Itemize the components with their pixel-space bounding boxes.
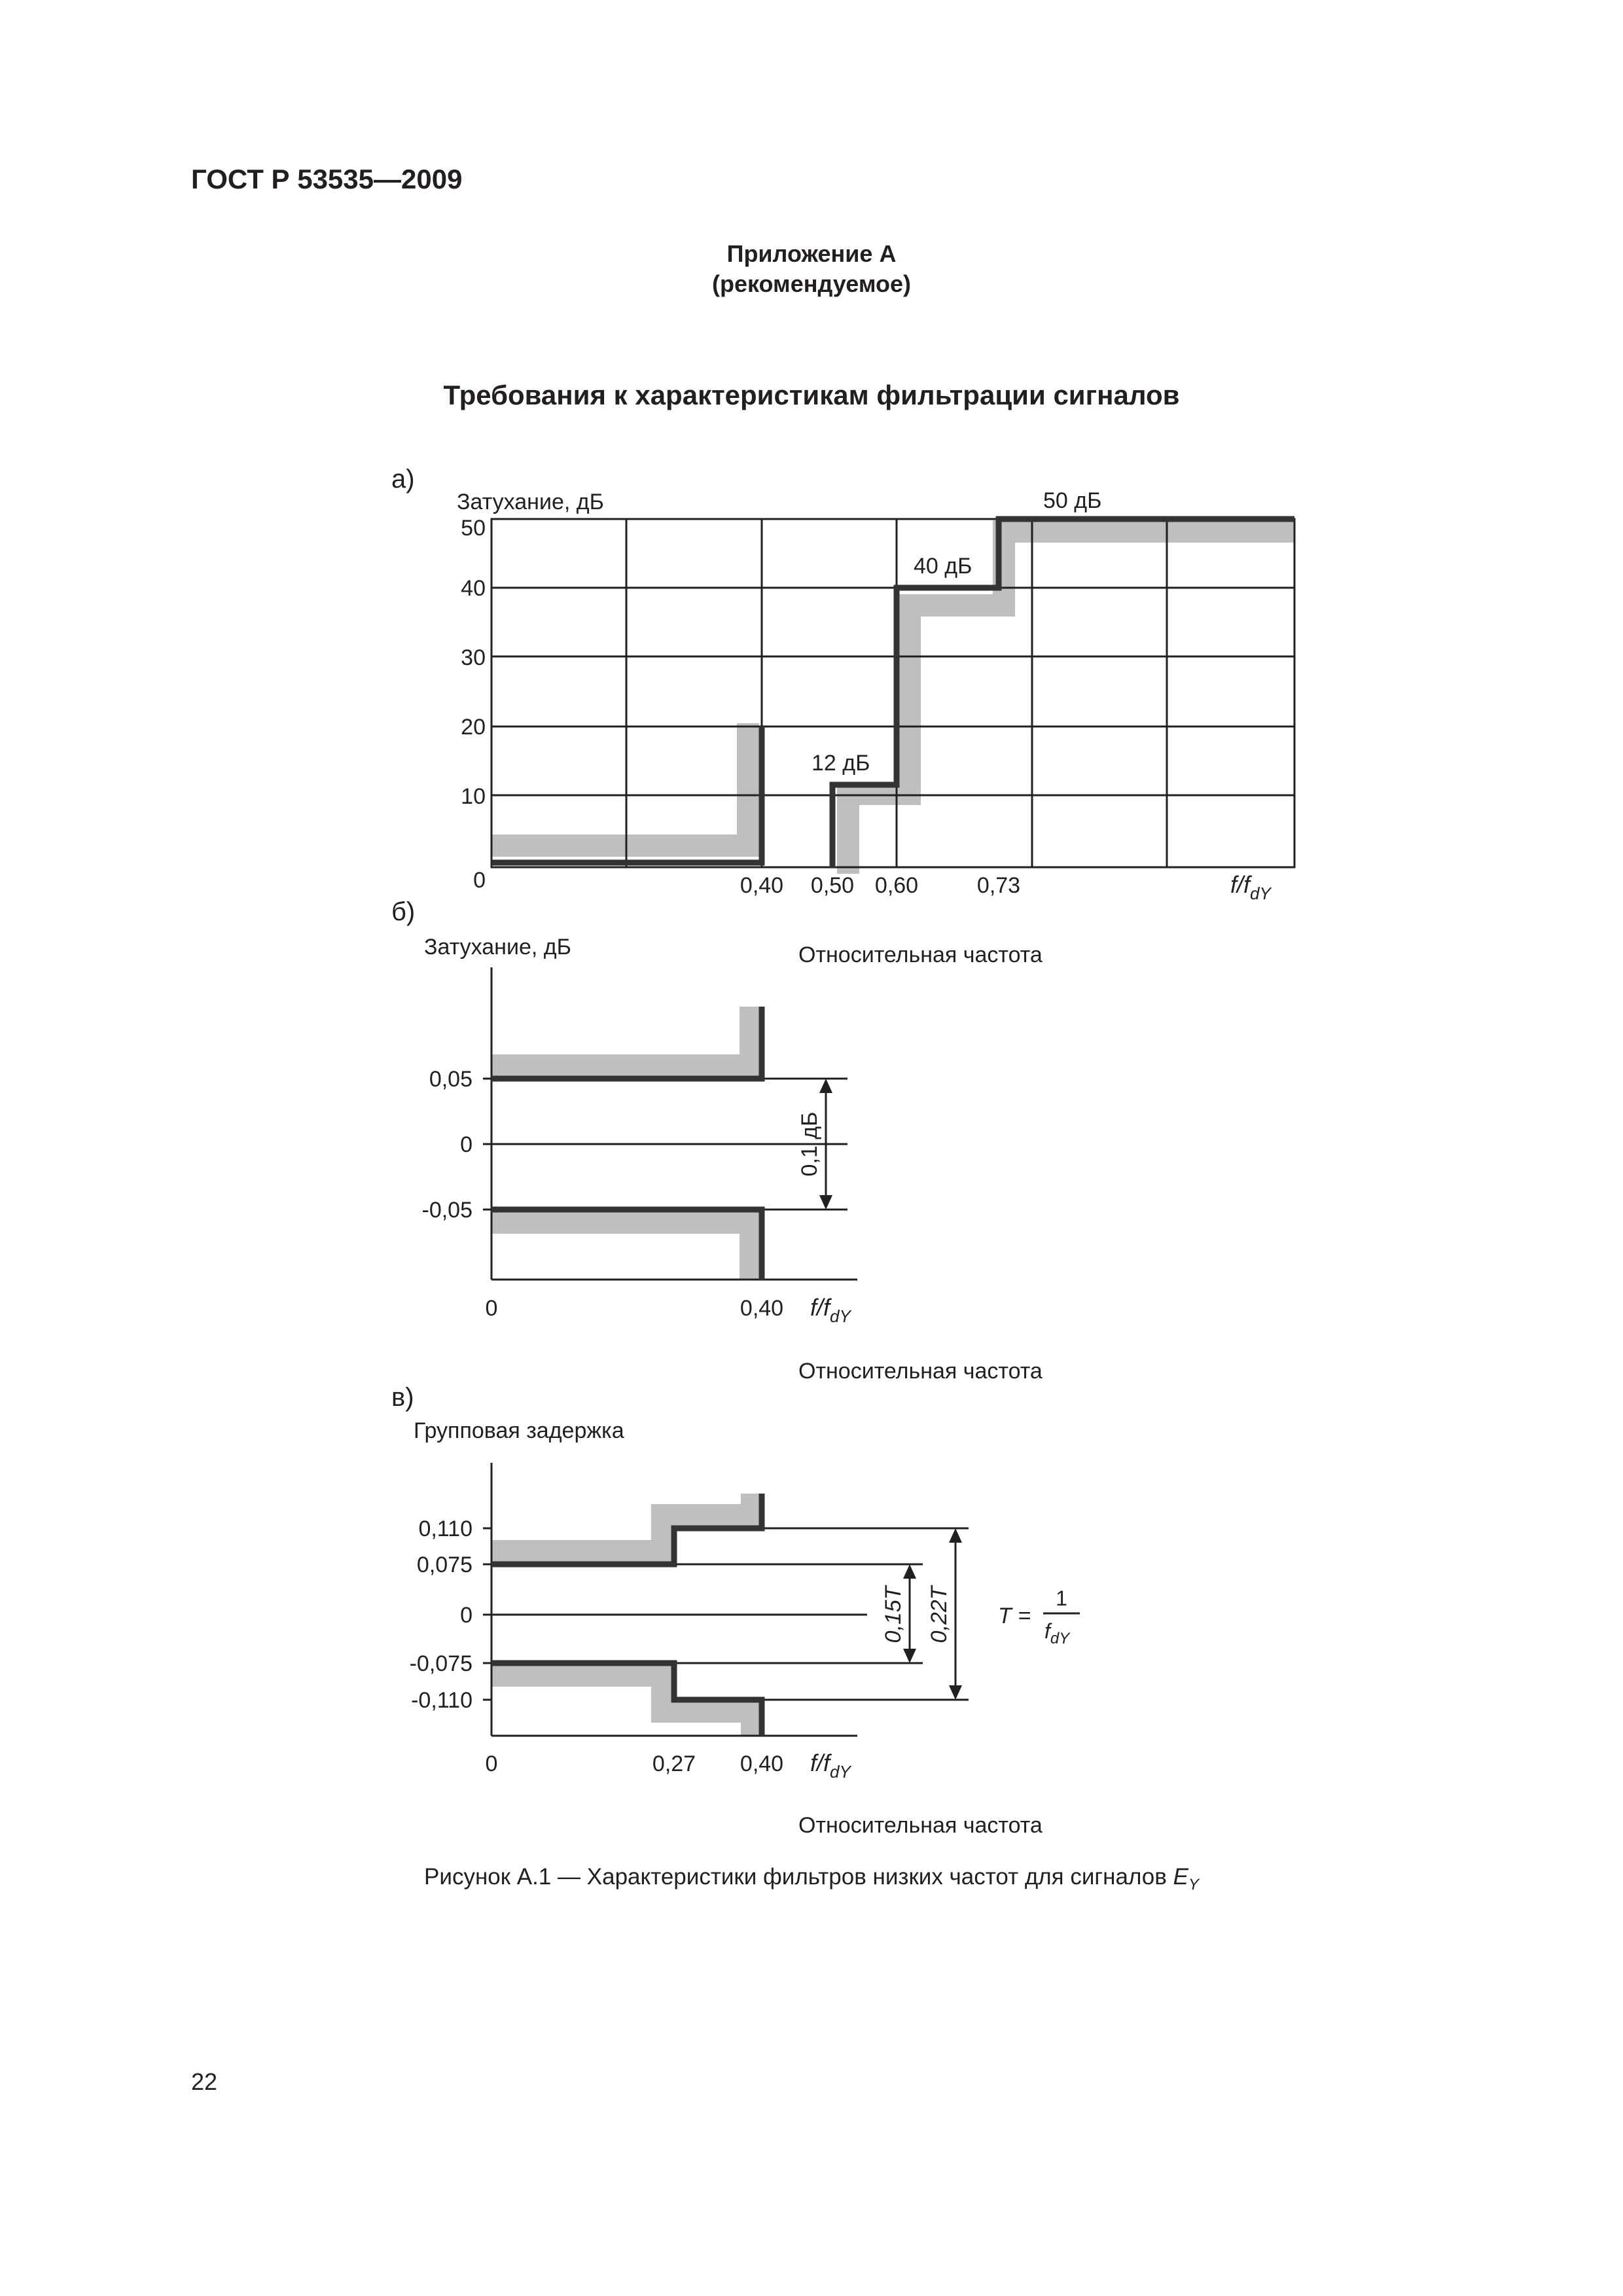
chart-c-dim-arrow <box>949 1685 962 1700</box>
chart-b-dim-arrow-bottom <box>819 1195 832 1210</box>
chart-a-ytick: 30 <box>461 645 486 670</box>
chart-a-tolerance-stopband <box>848 531 1294 874</box>
chart-a-grid <box>491 519 1294 867</box>
chart-c-ytick: 0,110 <box>418 1516 473 1541</box>
chart-b-xlabel-bottom: Относительная частота <box>798 1359 1043 1384</box>
formula-lhs: T = <box>998 1604 1031 1628</box>
chart-a-xtick: 0,60 <box>874 873 919 898</box>
chart-b-xtick: 0,40 <box>740 1296 784 1321</box>
chart-c-dim-arrow <box>903 1649 916 1663</box>
chart-b-x-symbol: $f/f_{dY}$ <box>810 1294 851 1326</box>
formula-numerator: 1 <box>1056 1587 1067 1610</box>
section-title: Требования к характеристикам фильтрации сигналов <box>443 380 1180 410</box>
chart-c-dim-arrow <box>949 1528 962 1543</box>
chart-b-xtick: 0 <box>485 1296 498 1321</box>
chart-b-ytick: 0 <box>460 1132 473 1157</box>
chart-a-ytick: 40 <box>461 576 486 601</box>
chart-b <box>391 897 1043 1384</box>
chart-a-annotation-12db: 12 дБ <box>812 751 870 776</box>
chart-a-ylabel: Затухание, дБ <box>457 490 604 514</box>
chart-a-x-symbol: $f/f_{dY}$ <box>1230 871 1271 903</box>
appendix-note: (рекомендуемое) <box>712 270 911 297</box>
chart-c-ytick: -0,075 <box>409 1651 473 1676</box>
chart-a-ytick: 50 <box>461 516 486 541</box>
chart-b-tolerance-lower <box>491 1223 751 1280</box>
chart-a-ytick: 20 <box>461 715 486 740</box>
chart-a-annotation-40db: 40 дБ <box>914 554 972 579</box>
figure-caption: Рисунок А.1 — Характеристики фильтров низких частот для сигналов $E_Y$ <box>424 1864 1199 1893</box>
chart-a <box>391 465 1294 903</box>
chart-a-xtick: 0,40 <box>740 873 784 898</box>
chart-c-dimension-label-015t: 0,15T <box>881 1586 906 1643</box>
chart-a-annotation-50db: 50 дБ <box>1043 488 1102 513</box>
chart-b-tolerance-upper <box>491 1007 751 1066</box>
chart-c-dim-arrow <box>903 1564 916 1579</box>
chart-c-xtick: 0,40 <box>740 1751 784 1776</box>
chart-c-xtick: 0,27 <box>652 1751 696 1776</box>
chart-c-formula <box>998 1587 1080 1647</box>
chart-c-ytick: 0,075 <box>416 1552 473 1577</box>
chart-a-tolerance-passband <box>491 723 748 846</box>
chart-c-ytick: 0 <box>460 1603 473 1628</box>
chart-c <box>391 1383 1080 1838</box>
chart-c-tolerance-lower <box>491 1676 752 1736</box>
chart-a-xtick: 0,73 <box>976 873 1021 898</box>
chart-b-ytick: -0,05 <box>421 1198 473 1223</box>
chart-a-ytick: 0 <box>473 868 486 893</box>
page-number: 22 <box>191 2068 218 2095</box>
chart-b-ylabel: Затухание, дБ <box>424 935 571 960</box>
chart-c-tolerance-upper <box>491 1494 752 1551</box>
panel-label-a: а) <box>391 465 415 493</box>
formula-denominator: $f_{dY}$ <box>1044 1619 1070 1647</box>
doc-code: ГОСТ Р 53535—2009 <box>191 164 463 194</box>
chart-b-ytick: 0,05 <box>429 1067 473 1092</box>
chart-a-ytick: 10 <box>461 784 486 809</box>
chart-b-dimension-label: 0,1 дБ <box>797 1111 822 1177</box>
panel-label-c: в) <box>391 1383 414 1412</box>
chart-b-dim-arrow-top <box>819 1079 832 1093</box>
chart-b-xlabel: Относительная частота <box>798 942 1043 967</box>
panel-label-b: б) <box>391 897 416 926</box>
chart-c-xtick: 0 <box>485 1751 498 1776</box>
chart-c-dimension-label-022t: 0,22T <box>927 1586 952 1643</box>
chart-c-ylabel: Групповая задержка <box>414 1418 624 1443</box>
appendix-title: Приложение А <box>726 240 897 267</box>
chart-c-ytick: -0,110 <box>411 1688 473 1713</box>
chart-c-x-symbol: $f/f_{dY}$ <box>810 1749 851 1782</box>
chart-a-xtick: 0,50 <box>810 873 855 898</box>
chart-c-xlabel: Относительная частота <box>798 1813 1043 1838</box>
